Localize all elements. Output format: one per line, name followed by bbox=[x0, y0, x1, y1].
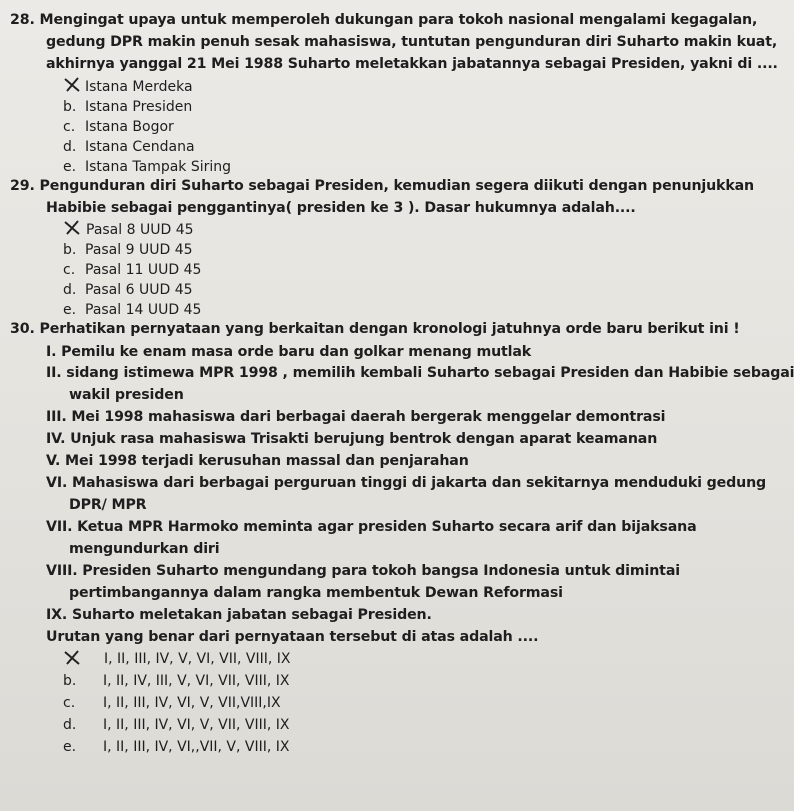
question-28-text-1: Mengingat upaya untuk memperoleh dukungan para tokoh nasional mengalami kegagalan, bbox=[39, 12, 758, 28]
option-text: Pasal 14 UUD 45 bbox=[85, 302, 202, 318]
option-letter: e. bbox=[63, 302, 77, 318]
question-28-option-c bbox=[63, 118, 174, 136]
option-text: Pasal 6 UUD 45 bbox=[85, 282, 193, 298]
option-text: I, II, IV, III, V, VI, VII, VIII, IX bbox=[103, 673, 290, 689]
question-28-option-b bbox=[63, 98, 192, 116]
option-text: Pasal 8 UUD 45 bbox=[86, 222, 194, 238]
statement-text: II. sidang istimewa MPR 1998 , memilih kembali Suharto sebagai Presiden dan Habibie sebagai bbox=[46, 365, 794, 381]
statement-text: mengundurkan diri bbox=[69, 541, 220, 557]
option-letter: e. bbox=[63, 159, 77, 175]
question-29-option-b bbox=[63, 241, 193, 259]
statement-text: IV. Unjuk rasa mahasiswa Trisakti berujung bentrok dengan aparat keamanan bbox=[46, 431, 658, 447]
question-30-text-1: Perhatikan pernyataan yang berkaitan dengan kronologi jatuhnya orde baru berikut ini ! bbox=[39, 321, 740, 337]
question-29-number: 29. bbox=[10, 178, 35, 194]
statement-text: III. Mei 1998 mahasiswa dari berbagai daerah bergerak menggelar demontrasi bbox=[46, 409, 666, 425]
question-28-line-1 bbox=[10, 11, 758, 29]
question-29-text-1: Pengunduran diri Suharto sebagai Presiden, kemudian segera diikuti dengan penunjukkan bbox=[39, 178, 754, 194]
statement-2-cont bbox=[69, 386, 184, 404]
statement-text: I. Pemilu ke enam masa orde baru dan golkar menang mutlak bbox=[46, 344, 532, 360]
question-28-text-2: gedung DPR makin penuh sesak mahasiswa, tuntutan pengunduran diri Suharto makin kuat, bbox=[46, 34, 778, 50]
statement-text: wakil presiden bbox=[69, 387, 184, 403]
question-28-line-3 bbox=[46, 55, 778, 73]
statement-2 bbox=[46, 364, 794, 382]
statement-3 bbox=[46, 408, 665, 426]
question-28-option-d bbox=[63, 138, 195, 156]
option-letter: b. bbox=[63, 242, 77, 258]
question-30-option-e bbox=[63, 738, 289, 756]
statement-5 bbox=[46, 452, 469, 470]
statement-text: DPR/ MPR bbox=[69, 497, 147, 513]
statement-7 bbox=[46, 518, 697, 536]
option-text: Istana Merdeka bbox=[85, 79, 193, 95]
question-28-line-2 bbox=[46, 33, 777, 51]
statement-text: pertimbangannya dalam rangka membentuk Dewan Reformasi bbox=[69, 585, 563, 601]
option-text: Istana Bogor bbox=[85, 119, 174, 135]
option-text: Istana Cendana bbox=[85, 139, 195, 155]
option-letter: c. bbox=[63, 119, 76, 135]
question-29-line-1 bbox=[10, 177, 754, 195]
statement-8 bbox=[46, 562, 680, 580]
answer-check-mark-icon bbox=[63, 220, 81, 236]
option-text: Istana Presiden bbox=[85, 99, 193, 115]
statement-text: IX. Suharto meletakan jabatan sebagai Presiden. bbox=[46, 607, 432, 623]
statement-text: VIII. Presiden Suharto mengundang para tokoh bangsa Indonesia untuk dimintai bbox=[46, 563, 680, 579]
statement-6 bbox=[46, 474, 766, 492]
question-28-text-3: akhirnya yanggal 21 Mei 1988 Suharto meletakkan jabatannya sebagai Presiden, yakni di .... bbox=[46, 56, 778, 72]
option-letter: e. bbox=[63, 739, 77, 755]
question-30-line-1 bbox=[10, 320, 740, 338]
question-29-option-e bbox=[63, 301, 201, 319]
statement-text: VII. Ketua MPR Harmoko meminta agar presiden Suharto secara arif dan bijaksana bbox=[46, 519, 697, 535]
option-text: Pasal 11 UUD 45 bbox=[85, 262, 202, 278]
question-29-option-d bbox=[63, 281, 193, 299]
option-text: I, II, III, IV, VI, V, VII,VIII,IX bbox=[103, 695, 281, 711]
question-28-number: 28. bbox=[10, 12, 35, 28]
question-30-prompt bbox=[46, 628, 538, 646]
option-text: I, II, III, IV, V, VI, VII, VIII, IX bbox=[104, 651, 291, 667]
answer-check-mark-icon bbox=[63, 650, 81, 666]
statement-7-cont bbox=[69, 540, 220, 558]
option-text: I, II, III, IV, VI, V, VII, VIII, IX bbox=[103, 717, 290, 733]
option-text: Istana Tampak Siring bbox=[85, 159, 232, 175]
option-letter: c. bbox=[63, 262, 76, 278]
question-28-option-e bbox=[63, 158, 231, 176]
option-letter: d. bbox=[63, 282, 77, 298]
statement-6-cont bbox=[69, 496, 146, 514]
option-text: Pasal 9 UUD 45 bbox=[85, 242, 193, 258]
option-letter: c. bbox=[63, 695, 76, 711]
question-29-option-a bbox=[86, 221, 194, 239]
question-29-text-2: Habibie sebagai penggantinya( presiden ke 3 ). Dasar hukumnya adalah.... bbox=[46, 200, 636, 216]
statement-4 bbox=[46, 430, 657, 448]
question-30-option-b bbox=[63, 672, 289, 690]
option-letter: b. bbox=[63, 673, 77, 689]
prompt-text: Urutan yang benar dari pernyataan tersebut di atas adalah .... bbox=[46, 629, 539, 645]
question-29-option-c bbox=[63, 261, 201, 279]
option-letter: d. bbox=[63, 717, 77, 733]
statement-text: VI. Mahasiswa dari berbagai perguruan tinggi di jakarta dan sekitarnya menduduki gedung bbox=[46, 475, 767, 491]
statement-8-cont bbox=[69, 584, 563, 602]
question-30-number: 30. bbox=[10, 321, 35, 337]
option-letter: b. bbox=[63, 99, 77, 115]
question-29-line-2 bbox=[46, 199, 636, 217]
option-text: I, II, III, IV, VI,,VII, V, VIII, IX bbox=[103, 739, 290, 755]
statement-1 bbox=[46, 343, 531, 361]
option-letter: d. bbox=[63, 139, 77, 155]
question-30-option-a bbox=[104, 650, 290, 668]
statement-text: V. Mei 1998 terjadi kerusuhan massal dan penjarahan bbox=[46, 453, 469, 469]
answer-check-mark-icon bbox=[63, 77, 81, 93]
question-28-option-a bbox=[85, 78, 193, 96]
question-30-option-c bbox=[63, 694, 281, 712]
statement-9 bbox=[46, 606, 432, 624]
question-30-option-d bbox=[63, 716, 289, 734]
